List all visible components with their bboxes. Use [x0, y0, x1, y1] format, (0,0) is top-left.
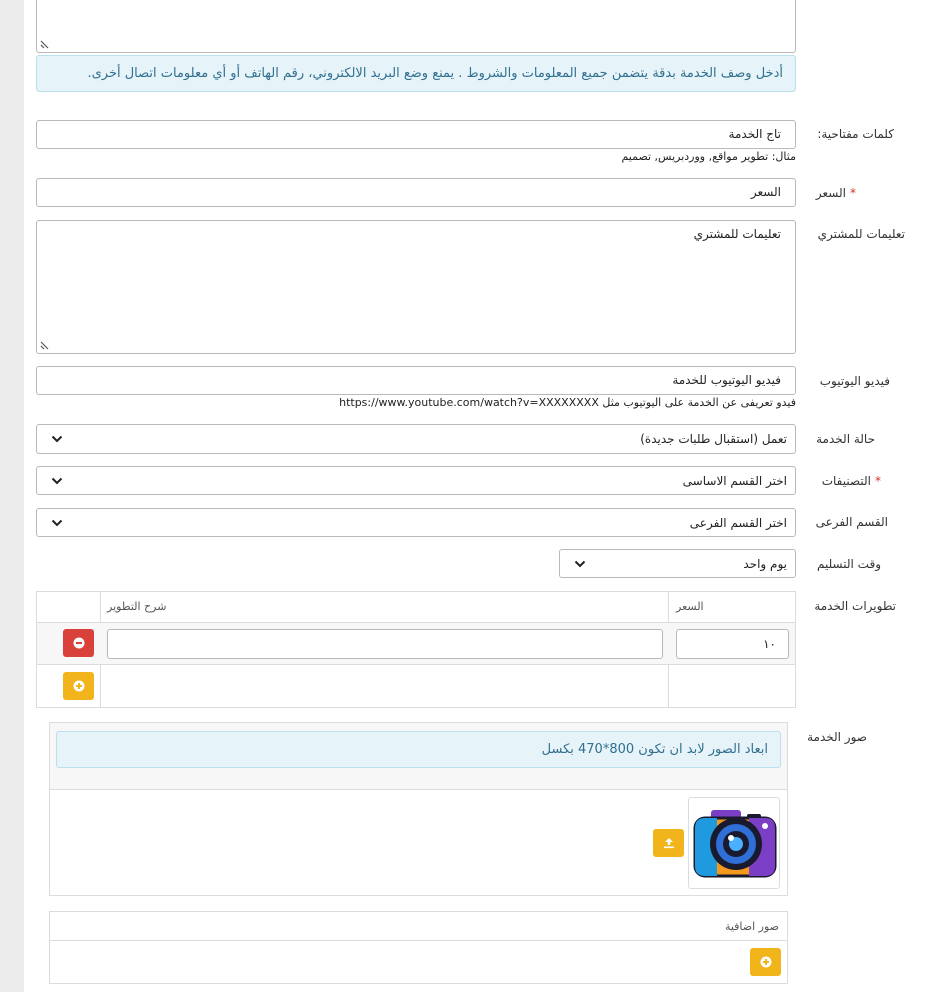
delivery-time-select[interactable] — [559, 549, 796, 578]
description-hint: أدخل وصف الخدمة بدقة يتضمن جميع المعلومات والشروط . يمنع وضع البريد الالكتروني، رقم الهاتف أو أي معلومات اتصال أخرى. — [36, 55, 796, 92]
plus-circle-icon — [760, 956, 772, 968]
price-label: *السعر — [815, 186, 856, 200]
remove-upgrade-button[interactable] — [63, 629, 94, 657]
image-size-info: ابعاد الصور لابد ان تكون 800*470 بكسل — [56, 731, 781, 768]
chevron-down-icon — [574, 560, 586, 568]
required-mark: * — [875, 474, 881, 488]
delivery-time-label: وقت التسليم — [816, 557, 881, 571]
buyer-instructions-label: تعليمات للمشتري — [817, 227, 905, 241]
add-upgrade-button[interactable] — [63, 672, 94, 700]
service-images-label: صور الخدمة — [807, 730, 867, 744]
categories-label: *التصنيفات — [821, 474, 881, 488]
categories-value: اختر القسم الاساسى — [682, 473, 787, 488]
upload-image-button[interactable] — [653, 829, 684, 857]
subcategory-label: القسم الفرعى — [815, 515, 888, 529]
plus-circle-icon — [73, 680, 85, 692]
service-status-select[interactable] — [36, 424, 796, 454]
description-textarea[interactable] — [36, 0, 796, 53]
price-input[interactable]: السعر — [36, 178, 796, 207]
chevron-down-icon — [51, 519, 63, 527]
left-gutter — [0, 0, 24, 992]
service-status-label: حالة الخدمة — [816, 432, 875, 446]
camera-icon — [689, 798, 779, 888]
keywords-input[interactable]: تاج الخدمة — [36, 120, 796, 149]
minus-circle-icon — [73, 637, 85, 649]
subcategory-value: اختر القسم الفرعى — [689, 515, 787, 530]
buyer-instructions-textarea[interactable] — [36, 220, 796, 354]
keywords-example: مثال: تطوير مواقع, ووردبريس, تصميم — [621, 150, 796, 163]
service-image-thumbnail[interactable] — [688, 797, 780, 889]
service-images-panel — [49, 722, 788, 896]
upgrades-col-desc: شرح التطوير — [107, 600, 167, 613]
resize-handle-icon[interactable] — [40, 341, 49, 350]
add-extra-image-button[interactable] — [750, 948, 781, 976]
upload-icon — [663, 837, 675, 849]
subcategory-select[interactable] — [36, 508, 796, 537]
delivery-time-value: يوم واحد — [743, 556, 787, 571]
required-mark: * — [850, 186, 856, 200]
service-status-value: تعمل (استقبال طلبات جديدة) — [640, 432, 787, 446]
youtube-input[interactable]: فيديو اليوتيوب للخدمة — [36, 366, 796, 395]
upgrade-desc-input[interactable] — [107, 629, 663, 659]
extra-images-panel — [49, 911, 788, 984]
youtube-hint: فيدو تعريفى عن الخدمة على اليوتيوب مثل https://www.youtube.com/watch?v=XXXXXXXX — [339, 396, 796, 409]
extra-images-label: صور اضافية — [724, 920, 779, 933]
youtube-label: فيديو اليوتيوب — [819, 374, 890, 388]
categories-select[interactable] — [36, 466, 796, 495]
buyer-instructions-text: تعليمات للمشتري — [693, 227, 781, 241]
resize-handle-icon[interactable] — [40, 40, 49, 49]
upgrade-price-input[interactable]: ١٠ — [676, 629, 789, 659]
keywords-label: كلمات مفتاحية: — [817, 127, 894, 141]
upgrades-table — [36, 591, 796, 708]
chevron-down-icon — [51, 435, 63, 443]
upgrades-label: تطويرات الخدمة — [814, 599, 896, 613]
upgrades-col-price: السعر — [676, 600, 704, 613]
chevron-down-icon — [51, 477, 63, 485]
